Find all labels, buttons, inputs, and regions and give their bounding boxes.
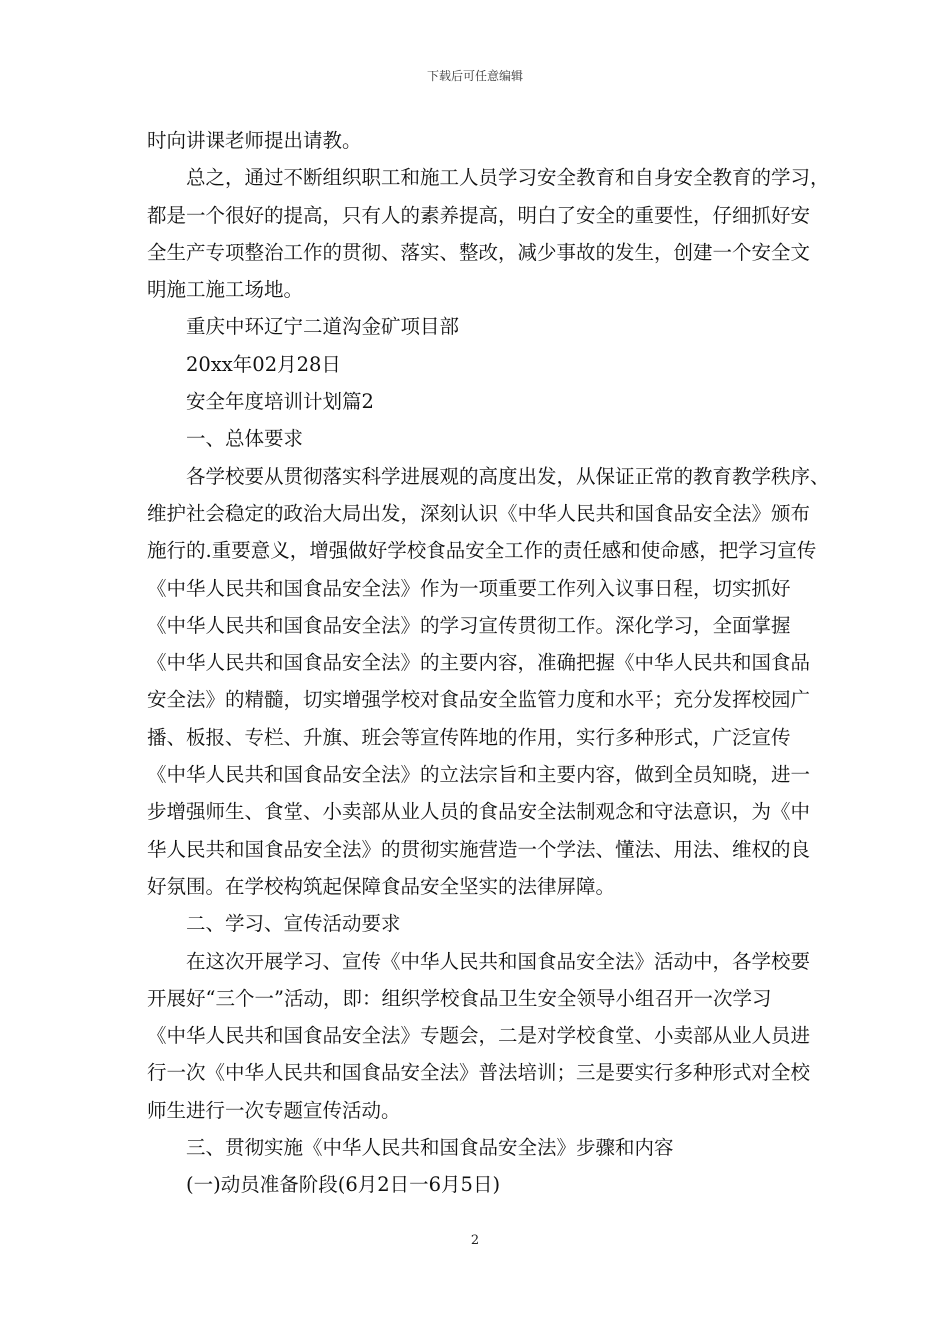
text-line: 步增强师生、食堂、小卖部从业人员的食品安全法制观念和守法意识，为《中 [147, 800, 811, 824]
text-line: 《中华人民共和国食品安全法》的学习宣传贯彻工作。深化学习，全面掌握 [147, 613, 791, 637]
text-line: 维护社会稳定的政治大局出发，深刻认识《中华人民共和国食品安全法》颁布 [147, 501, 811, 525]
text-line: 在这次开展学习、宣传《中华人民共和国食品安全法》活动中，各学校要 [186, 949, 811, 973]
text-line: 《中华人民共和国食品安全法》的主要内容，准确把握《中华人民共和国食品 [147, 651, 811, 675]
text-line: 《中华人民共和国食品安全法》的立法宗旨和主要内容，做到全员知晓，进一 [147, 763, 811, 787]
text-line: 华人民共和国食品安全法》的贯彻实施营造一个学法、懂法、用法、维权的良 [147, 837, 811, 861]
text-line: 师生进行一次专题宣传活动。 [147, 1098, 401, 1122]
text-line: 行一次《中华人民共和国食品安全法》普法培训；三是要实行多种形式对全校 [147, 1061, 811, 1085]
page-header: 下载后可任意编辑 [426, 69, 523, 83]
text-line: 总之，通过不断组织职工和施工人员学习安全教育和自身安全教育的学习， [186, 166, 830, 190]
text-line: 都是一个很好的提高，只有人的素养提高，明白了安全的重要性，仔细抓好安 [147, 203, 811, 227]
text-line: 播、板报、专栏、升旗、班会等宣传阵地的作用，实行多种形式，广泛宣传 [147, 725, 791, 749]
text-line: 时向讲课老师提出请教。 [147, 129, 362, 152]
text-line: 《中华人民共和国食品安全法》作为一项重要工作列入议事日程，切实抓好 [147, 576, 791, 600]
text-line: 开展好“三个一”活动，即：组织学校食品卫生安全领导小组召开一次学习 [147, 986, 772, 1010]
text-line: 好氛围。在学校构筑起保障食品安全坚实的法律屏障。 [147, 874, 616, 898]
text-line: 各学校要从贯彻落实科学进展观的高度出发，从保证正常的教育教学秩序、 [186, 464, 830, 488]
text-line: 明施工施工场地。 [147, 278, 304, 302]
section-heading: 一、总体要求 [186, 427, 304, 451]
text-line: 全生产专项整治工作的贯彻、落实、整改，减少事故的发生，创建一个安全文 [147, 240, 811, 264]
document-body [147, 122, 830, 1204]
signature-date: 20xx年02月28日 [186, 352, 341, 376]
section-title: 安全年度培训计划篇2 [186, 390, 374, 414]
subsection-heading: (一)动员准备阶段(6月2日一6月5日) [186, 1173, 501, 1197]
page-number: 2 [470, 1233, 480, 1248]
text-line: 安全法》的精髓，切实增强学校对食品安全监管力度和水平；充分发挥校园广 [147, 688, 811, 712]
section-heading: 二、学习、宣传活动要求 [186, 912, 401, 936]
text-line: 《中华人民共和国食品安全法》专题会，二是对学校食堂、小卖部从业人员进 [147, 1024, 811, 1048]
text-line: 施行的.重要意义，增强做好学校食品安全工作的责任感和使命感，把学习宣传 [147, 539, 817, 563]
section-heading: 三、贯彻实施《中华人民共和国食品安全法》步骤和内容 [186, 1136, 674, 1160]
signature-organization: 重庆中环辽宁二道沟金矿项目部 [186, 315, 460, 339]
